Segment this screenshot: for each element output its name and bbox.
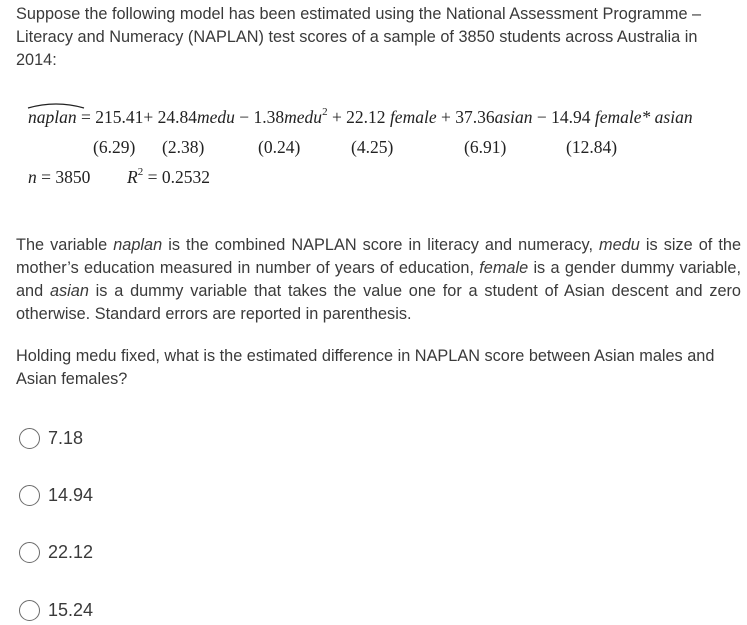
medu-squared-coefficient: − 1.38: [234, 107, 285, 127]
intro-line-1: Suppose the following model has been estimated using the National Assessment Programme –: [16, 5, 702, 23]
regression-equation: [28, 107, 693, 127]
intro-line-2: Literacy and Numeracy (NAPLAN) test scores of a sample of 3850 students across Australia in: [16, 28, 698, 46]
intro-line-3: 2014:: [16, 51, 57, 69]
n-variable: n: [28, 167, 37, 187]
description-var-female: female: [479, 259, 529, 277]
r-squared-value: = 0.2532: [143, 167, 210, 187]
r-squared-exponent: 2: [137, 166, 144, 178]
medu-squared-exponent: 2: [322, 106, 328, 118]
radio-button[interactable]: [19, 428, 40, 449]
equals-sign: =: [76, 107, 96, 127]
radio-button[interactable]: [19, 600, 40, 621]
answer-option-4[interactable]: [19, 597, 93, 623]
medu-squared-variable: medu: [284, 107, 323, 127]
r-squared: [127, 167, 210, 187]
description-var-naplan: naplan: [113, 236, 163, 254]
fitted-naplan: [28, 107, 77, 127]
answer-option-1[interactable]: [19, 425, 83, 451]
n-value: = 3850: [36, 167, 91, 187]
option-label: 7.18: [48, 427, 84, 448]
se-asian: (6.91): [464, 137, 507, 157]
sample-size: [28, 167, 90, 187]
asian-coefficient: + 37.36: [436, 107, 495, 127]
answer-option-3[interactable]: [19, 539, 93, 565]
option-label: 14.94: [48, 484, 94, 505]
variable-description: [16, 234, 741, 326]
se-intercept: (6.29): [93, 137, 136, 157]
se-medu-squared: (0.24): [258, 137, 301, 157]
lhs-variable: naplan: [28, 107, 77, 127]
description-var-asian: asian: [49, 282, 89, 300]
intercept: 215.41: [95, 107, 144, 127]
asian-variable: asian: [494, 107, 533, 127]
option-label: 15.24: [48, 599, 94, 620]
intro-text: [16, 3, 741, 72]
female-variable: female: [389, 107, 437, 127]
radio-button[interactable]: [19, 485, 40, 506]
medu-variable: medu: [197, 107, 235, 127]
interaction-variable: female* asian: [594, 107, 693, 127]
description-text-4: is a gender dummy variable, and: [16, 259, 741, 300]
answer-option-2[interactable]: [19, 482, 93, 508]
radio-button[interactable]: [19, 542, 40, 563]
description-text-2: is the combined NAPLAN score in literacy and numeracy,: [162, 236, 600, 254]
se-female: (4.25): [351, 137, 394, 157]
description-text-3: is size of the mother’s education measured in number of years of education,: [16, 236, 742, 277]
medu-coefficient: + 24.84: [143, 107, 197, 127]
description-var-medu: medu: [599, 236, 640, 254]
female-coefficient: + 22.12: [327, 107, 390, 127]
description-text-1: The variable: [16, 236, 114, 254]
option-label: 22.12: [48, 541, 94, 562]
question-text: Holding medu fixed, what is the estimated difference in NAPLAN score between Asian males and Asian females?: [16, 347, 715, 388]
se-interaction: (12.84): [566, 137, 618, 157]
description-text-5: is a dummy variable that takes the value one for a student of Asian descent and zero otherwise. Standard errors are reported in parenthesis.: [16, 282, 741, 323]
r-variable: R: [127, 167, 138, 187]
se-medu: (2.38): [162, 137, 205, 157]
interaction-coefficient: − 14.94: [532, 107, 595, 127]
